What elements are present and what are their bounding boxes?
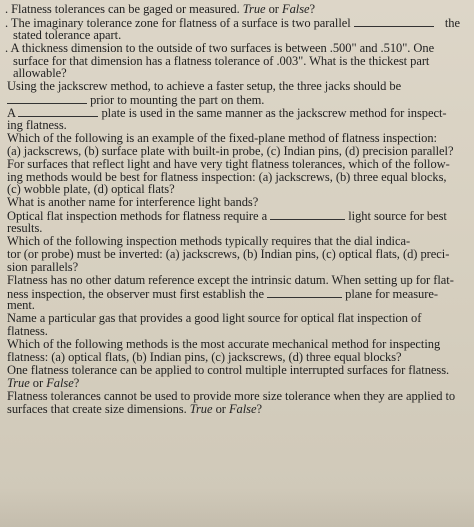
question-text: Which of the following is an example of the fixed-plane method of flatness inspection: [7,130,437,145]
question-line [7,287,454,300]
question-text: One flatness tolerance can be applied to control multiple interrupted surfaces for flatness. [7,362,450,377]
question-text: surfaces that create size dimensions. [7,401,190,416]
question-text: Name a particular gas that provides a good light source for optical flat inspection of [7,311,422,326]
question-text: results. [7,221,43,236]
answer-option: True [7,375,30,390]
answer-option: True [242,2,266,16]
question-text: flatness: (a) optical flats, (b) Indian pins, (c) jackscrews, (d) three equal blocks? [7,350,402,365]
question-line [7,80,454,93]
question-line [7,274,454,287]
answer-blank [7,93,87,104]
paper-shadow [0,487,474,527]
question-line [5,3,454,16]
question-text: flatness. [7,324,48,339]
question-line [13,55,454,68]
question-text: Which of the following methods is the most accurate mechanical method for inspecting [7,337,441,352]
question-text: or [212,401,229,416]
question-text: What is another name for interference light bands? [7,195,259,210]
question-text: plane for measure- [345,286,438,301]
question-line [7,93,454,106]
question-text: ness inspection, the observer must first establish the [7,286,264,301]
question-text: surface for that dimension has a flatness tolerance of .003". What is the thickest part [13,53,430,68]
question-line [7,196,454,209]
question-line [7,403,454,416]
question-text: Flatness has no other datum reference except the intrinsic datum. When setting up for flat- [7,272,454,287]
question-text: For surfaces that reflect light and have very tight flatness tolerances, which of the follow- [7,156,450,171]
answer-option: True [189,401,213,416]
question-text: the [444,15,460,30]
question-line [7,106,454,119]
answer-blank [18,106,98,117]
question-text: . Flatness tolerances can be gaged or measured. [5,2,243,16]
question-text: ing flatness. [7,118,67,133]
question-text: Which of the following inspection methods typically requires that the dial indica- [7,234,411,249]
question-text: ment. [7,298,35,313]
question-text: or [265,2,282,16]
question-line [7,312,454,325]
question-text: ? [309,2,316,16]
question-text: A [7,106,16,121]
question-text: Using the jackscrew method, to achieve a faster setup, the three jacks should be [7,79,402,94]
question-text: allowable? [13,66,67,81]
answer-blank [267,287,342,298]
question-text: tor (or probe) must be inverted: (a) jackscrews, (b) Indian pins, (c) optical flats, (d) preci- [7,246,450,261]
question-line [7,209,454,222]
question-text: ? [73,375,80,390]
question-text: stated tolerance apart. [13,27,122,42]
answer-blank [270,209,345,220]
answer-option: False [228,401,257,416]
question-text: Optical flat inspection methods for flatness require a [7,209,268,224]
question-text: (a) jackscrews, (b) surface plate with built-in probe, (c) Indian pins, (d) precision parallel? [7,143,454,158]
answer-option: False [46,375,74,390]
answer-option: False [282,2,310,16]
question-text: prior to mounting the part on them. [90,93,265,108]
question-text: or [29,375,47,390]
question-text: sion parallels? [7,259,79,274]
question-text: . A thickness dimension to the outside of two surfaces is between .500" and .510". One [5,40,435,55]
question-text: Flatness tolerances cannot be used to provide more size tolerance when they are applied to [7,388,456,403]
question-list [5,2,460,416]
question-text: (c) wobble plate, (d) optical flats? [7,182,175,197]
answer-blank [354,16,434,27]
question-text: ing methods would be best for flatness inspection: (a) jackscrews, (b) three equal blocks, [7,169,447,184]
question-text: plate is used in the same manner as the jackscrew method for inspect- [101,106,447,121]
question-text: light source for best [348,209,447,224]
question-text: ? [256,401,262,416]
question-text: . The imaginary tolerance zone for flatness of a surface is two parallel [5,15,354,30]
